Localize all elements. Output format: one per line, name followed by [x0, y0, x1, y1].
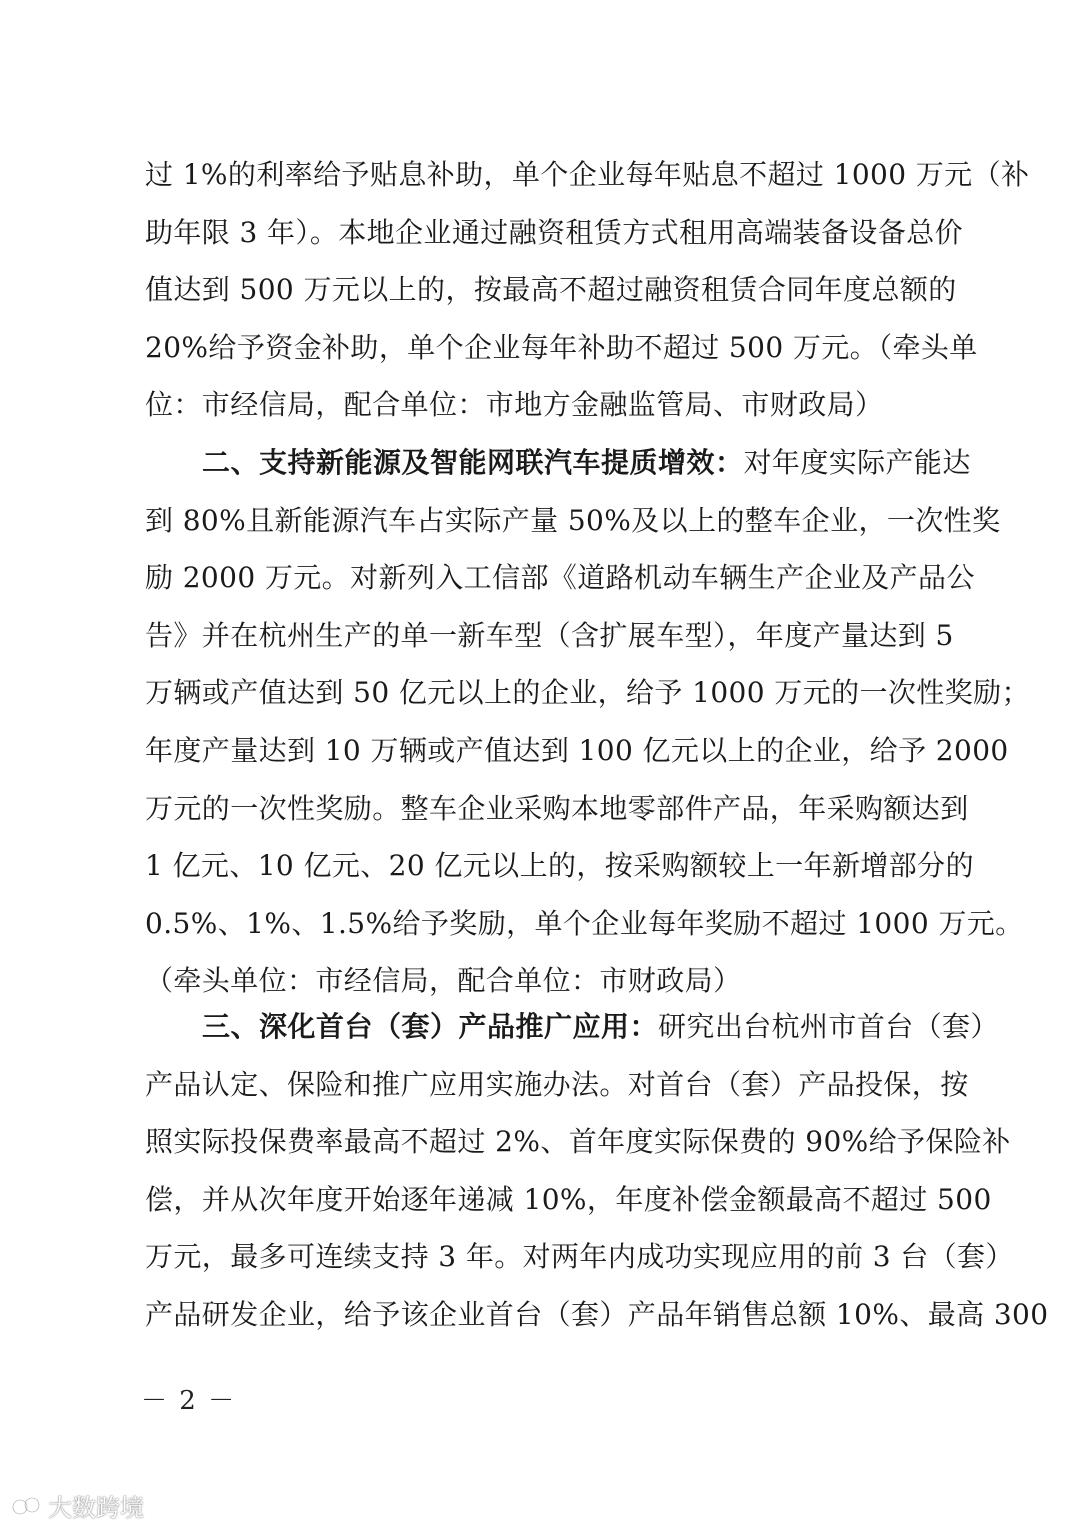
paragraph-line-rest: 研究出台杭州市首台（套） [658, 1010, 999, 1043]
paragraph-2 [145, 434, 1030, 1010]
paragraph-line: 产品研发企业，给予该企业首台（套）产品年销售总额 10%、最高 300 [145, 1297, 1049, 1331]
paragraph-line-rest: 对年度实际产能达 [743, 446, 971, 479]
paragraph-3 [145, 998, 1049, 1344]
paragraph-line: 照实际投保费率最高不超过 2%、首年度实际保费的 90%给予保险补 [145, 1125, 1011, 1159]
paragraph-line: 万元，最多可连续支持 3 年。对两年内成功实现应用的前 3 台（套） [145, 1240, 1014, 1274]
cloud-link-icon [10, 1495, 44, 1517]
paragraph-first-line [145, 434, 971, 492]
paragraph-line: 助年限 3 年）。本地企业通过融资租赁方式租用高端装备设备总价 [145, 215, 964, 249]
paragraph-line: 到 80%且新能源汽车占实际产量 50%及以上的整车企业，一次性奖 [145, 503, 1001, 537]
paragraph-line: 万辆或产值达到 50 亿元以上的企业，给予 1000 万元的一次性奖励； [145, 676, 1030, 710]
paragraph-first-line [145, 998, 999, 1056]
paragraph-line: 年度产量达到 10 万辆或产值达到 100 亿元以上的企业，给予 2000 [145, 733, 1009, 767]
watermark [10, 1488, 144, 1523]
page-number: － 2 － [141, 1386, 237, 1416]
paragraph-line: 告》并在杭州生产的单一新车型（含扩展车型），年度产量达到 5 [145, 618, 954, 652]
paragraph-line: 值达到 500 万元以上的，按最高不超过融资租赁合同年度总额的 [145, 273, 957, 307]
paragraph-line: 励 2000 万元。对新列入工信部《道路机动车辆生产企业及产品公 [145, 561, 975, 595]
paragraph-line: 过 1%的利率给予贴息补助，单个企业每年贴息不超过 1000 万元（补 [145, 158, 1030, 191]
paragraph-line: （牵头单位：市经信局，配合单位：市财政局） [145, 964, 742, 998]
paragraph-line: 1 亿元、10 亿元、20 亿元以上的，按采购额较上一年新增部分的 [145, 849, 974, 883]
paragraph-line: 20%给予资金补助，单个企业每年补助不超过 500 万元。（牵头单 [145, 330, 978, 364]
paragraph-line: 万元的一次性奖励。整车企业采购本地零部件产品，年采购额达到 [145, 791, 969, 825]
paragraph-line: 位：市经信局，配合单位：市地方金融监管局、市财政局） [145, 388, 884, 422]
paragraph-line: 0.5%、1%、1.5%给予奖励，单个企业每年奖励不超过 1000 万元。 [145, 906, 1024, 940]
paragraph-line: 偿，并从次年度开始逐年递减 10%，年度补偿金额最高不超过 500 [145, 1182, 992, 1216]
watermark-text: 大数跨境 [48, 1494, 144, 1522]
section-heading-3: 三、深化首台（套）产品推广应用： [202, 1010, 659, 1043]
section-heading-2: 二、支持新能源及智能网联汽车提质增效： [202, 446, 744, 479]
paragraph-1 [145, 146, 1030, 434]
paragraph-line: 产品认定、保险和推广应用实施办法。对首台（套）产品投保，按 [145, 1067, 969, 1101]
